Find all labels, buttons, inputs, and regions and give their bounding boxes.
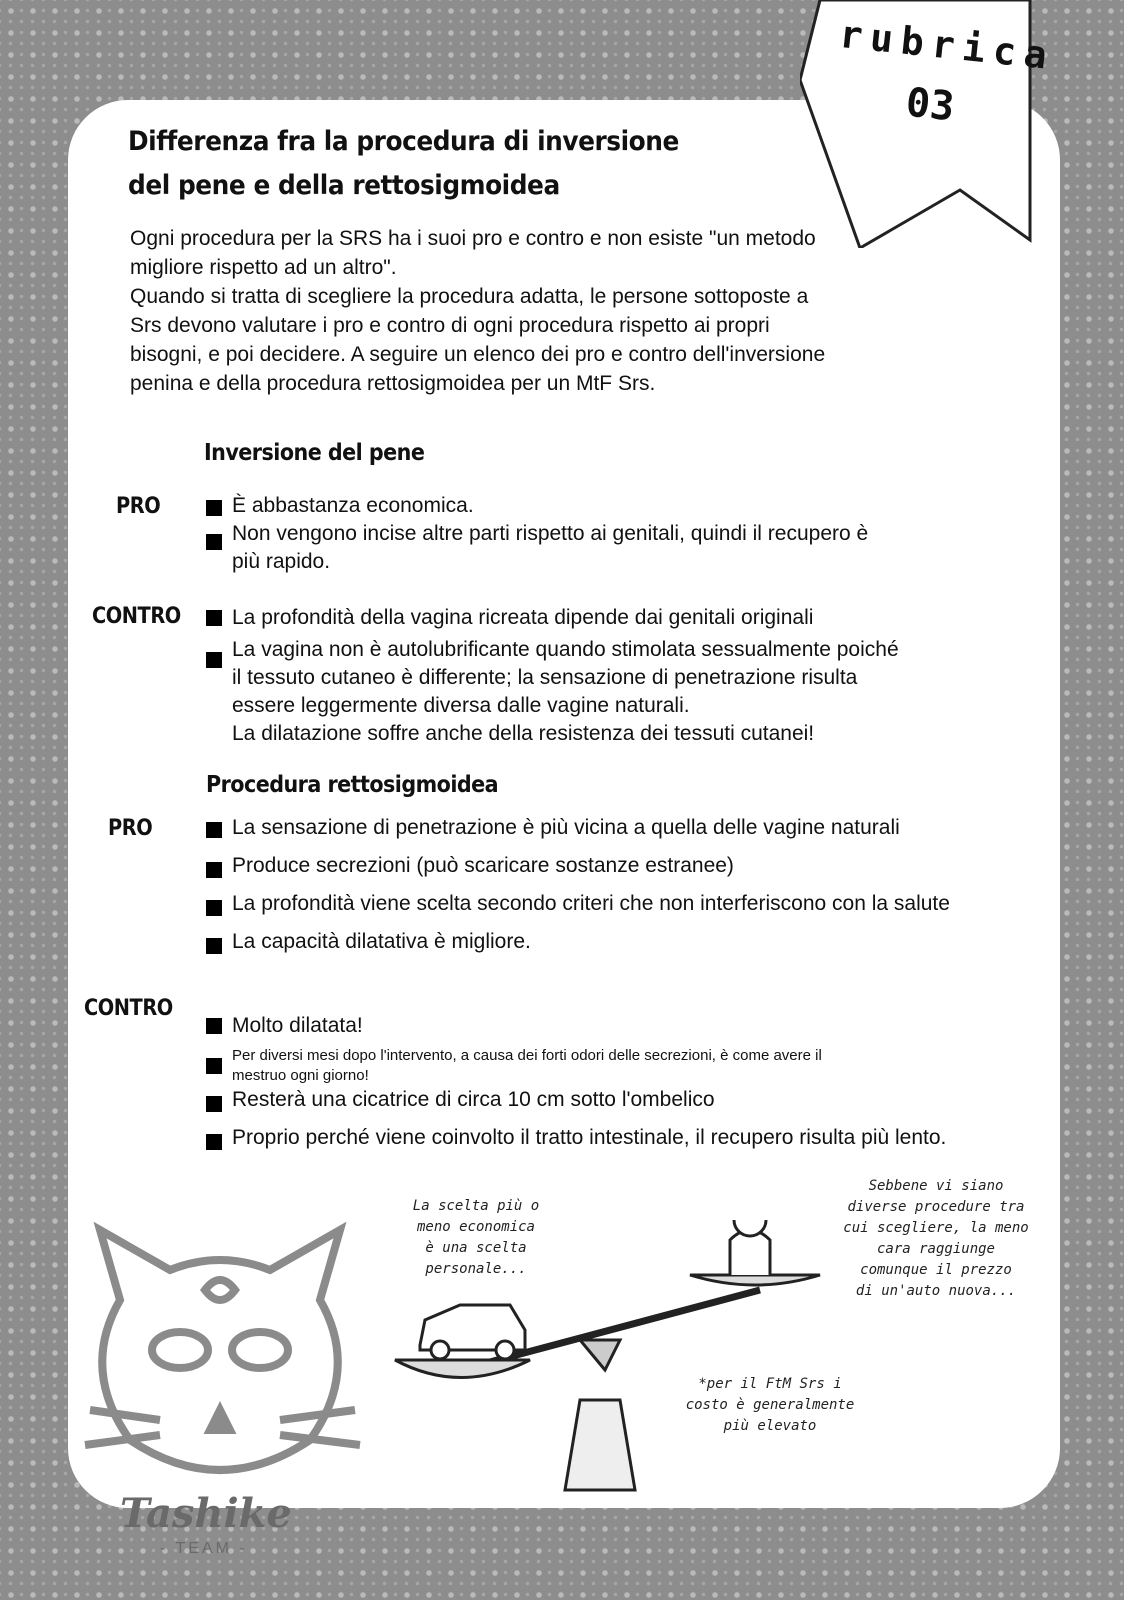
list-item: Molto dilatata!	[232, 1014, 363, 1037]
pro-label: PRO	[108, 816, 153, 841]
rubrica-number: 03	[903, 79, 957, 131]
note-left: La scelta più o meno economica è una scelta personale...	[412, 1198, 540, 1277]
section-heading-inversione: Inversione del pene	[204, 440, 425, 466]
section-heading-rettosigmoidea: Procedura rettosigmoidea	[206, 772, 499, 798]
team-watermark-sub: - TEAM -	[160, 1540, 248, 1557]
list-item: È abbastanza economica.	[232, 494, 474, 517]
list-item: Proprio perché viene coinvolto il tratto intestinale, il recupero risulta più lento.	[232, 1126, 947, 1149]
page-title: Differenza fra la procedura di inversione del pene e della rettosigmoidea	[128, 126, 679, 201]
list-item: La vagina non è autolubrificante quando stimolata sessualmente poiché il tessuto cutaneo è differente; la sensazione di penetrazione risulta essere leggermente diversa dalle vagine naturali. La dilatazione soffre anche della resistenza dei tessuti cutanei!	[232, 638, 899, 745]
list-item: La sensazione di penetrazione è più vicina a quella delle vagine naturali	[232, 816, 900, 839]
intro-paragraph: Ogni procedura per la SRS ha i suoi pro e contro e non esiste "un metodo migliore rispetto ad un altro". Quando si tratta di scegliere la procedura adatta, le persone sottoposte a Srs devono valutare i pro e contro di ogni procedura rispetto ai propri bisogni, e poi decidere. A seguire un elenco dei pro e contro dell'inversione penina e della procedura rettosigmoidea per un MtF Srs.	[130, 227, 826, 395]
note-bottom: *per il FtM Srs i costo è generalmente più elevato	[685, 1376, 855, 1434]
list-item: Produce secrezioni (può scaricare sostanze estranee)	[232, 854, 734, 877]
note-right: Sebbene vi siano diverse procedure tra cui scegliere, la meno cara raggiunge comunque il prezzo di un'auto nuova...	[843, 1178, 1029, 1299]
cat-logo-icon	[85, 1230, 360, 1470]
contro-label: CONTRO	[92, 604, 181, 629]
team-watermark: Tashike	[120, 1490, 292, 1537]
list-item: La capacità dilatativa è migliore.	[232, 930, 531, 953]
rubrica-label: rubrica	[837, 12, 1057, 79]
list-item: La profondità della vagina ricreata dipende dai genitali originali	[232, 606, 814, 629]
contro-label: CONTRO	[84, 996, 173, 1021]
pro-label: PRO	[116, 494, 161, 519]
list-item: Non vengono incise altre parti rispetto ai genitali, quindi il recupero è più rapido.	[232, 522, 869, 573]
list-item: Per diversi mesi dopo l'intervento, a causa dei forti odori delle secrezioni, è come avere il mestruo ogni giorno!	[232, 1047, 822, 1084]
list-item: La profondità viene scelta secondo criteri che non interferiscono con la salute	[232, 892, 950, 915]
list-item: Resterà una cicatrice di circa 10 cm sotto l'ombelico	[232, 1088, 715, 1111]
